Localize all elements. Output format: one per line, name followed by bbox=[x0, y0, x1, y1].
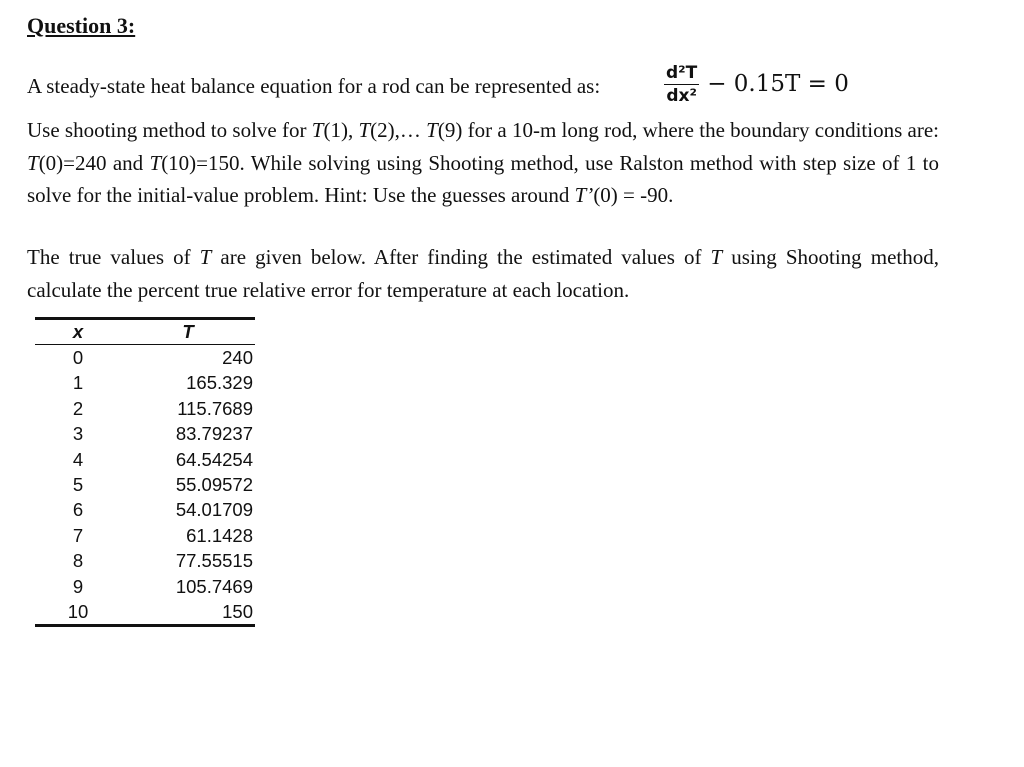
cell-x: 6 bbox=[72, 499, 84, 521]
cell-t: 150 bbox=[121, 599, 255, 626]
table-row bbox=[35, 599, 255, 626]
cell-x: 2 bbox=[72, 397, 84, 419]
column-header-x: x bbox=[35, 319, 121, 345]
cell-x: 10 bbox=[35, 599, 121, 626]
table-row bbox=[35, 574, 255, 599]
italic-variable: T bbox=[710, 245, 723, 269]
italic-variable: T bbox=[426, 118, 438, 142]
true-values-table bbox=[35, 317, 255, 627]
table-row bbox=[35, 370, 255, 395]
equation-remainder: − 0.15T = 0 bbox=[707, 71, 849, 97]
cell-x: 9 bbox=[72, 575, 84, 597]
cell-t: 115.7689 bbox=[177, 397, 253, 419]
text-run: (10)=150. While solving using Shooting method, use Ralston method with step size of 1 to solve for the initial-value problem. Hint: Use the guesses around bbox=[27, 150, 939, 207]
cell-t: 165.329 bbox=[186, 372, 253, 394]
cell-t: 77.55515 bbox=[175, 550, 253, 572]
instructions-paragraph bbox=[27, 114, 939, 212]
table-row bbox=[35, 447, 255, 472]
text-run: Use shooting method to solve for bbox=[27, 118, 312, 142]
fraction-denominator: dx² bbox=[666, 85, 697, 106]
cell-t: 61.1428 bbox=[186, 524, 253, 546]
italic-variable: T bbox=[149, 150, 162, 175]
cell-x: 7 bbox=[72, 524, 84, 546]
cell-x: 5 bbox=[72, 474, 84, 496]
cell-x: 0 bbox=[72, 347, 84, 368]
second-derivative-fraction bbox=[664, 62, 699, 107]
cell-x: 3 bbox=[72, 423, 84, 445]
cell-x: 1 bbox=[72, 372, 84, 394]
italic-variable: T bbox=[27, 150, 39, 175]
text-run: are given below. After finding the estimated values of bbox=[211, 245, 711, 269]
column-header-t: T bbox=[121, 319, 255, 345]
cell-t: 64.54254 bbox=[175, 448, 253, 470]
true-values-paragraph bbox=[27, 241, 939, 306]
equation-intro: A steady-state heat balance equation for a rod can be represented as: bbox=[27, 74, 601, 98]
cell-x: 8 bbox=[72, 550, 84, 572]
text-run: (1), bbox=[323, 118, 359, 142]
fraction-numerator: d²T bbox=[666, 62, 698, 83]
text-run: (2),… bbox=[370, 118, 427, 142]
heat-balance-equation bbox=[664, 56, 849, 112]
question-title: Question 3: bbox=[27, 13, 136, 38]
table-row bbox=[35, 345, 255, 371]
table-row bbox=[35, 548, 255, 573]
cell-t: 55.09572 bbox=[175, 474, 253, 496]
table-row bbox=[35, 472, 255, 497]
text-run: (0) = -90. bbox=[593, 183, 674, 207]
italic-variable: T bbox=[358, 118, 371, 142]
table-row bbox=[35, 421, 255, 446]
table-row bbox=[35, 497, 255, 522]
text-run: The true values of bbox=[27, 245, 200, 269]
cell-x: 4 bbox=[72, 448, 84, 470]
cell-t: 105.7469 bbox=[175, 575, 253, 597]
text-run: using Shooting method, calculate the percent true relative error for temperature at each location. bbox=[27, 245, 939, 302]
text-run: (0)=240 and bbox=[38, 150, 150, 175]
italic-variable: T’ bbox=[574, 183, 594, 207]
italic-variable: T bbox=[311, 118, 324, 142]
italic-variable: T bbox=[199, 245, 212, 269]
cell-t: 54.01709 bbox=[175, 499, 253, 521]
cell-t: 83.79237 bbox=[175, 423, 253, 445]
text-run: (9) for a 10-m long rod, where the boundary conditions are: bbox=[437, 118, 939, 142]
table-row bbox=[35, 396, 255, 421]
table-row bbox=[35, 523, 255, 548]
table-header-row bbox=[35, 319, 255, 345]
cell-t: 240 bbox=[222, 347, 253, 368]
